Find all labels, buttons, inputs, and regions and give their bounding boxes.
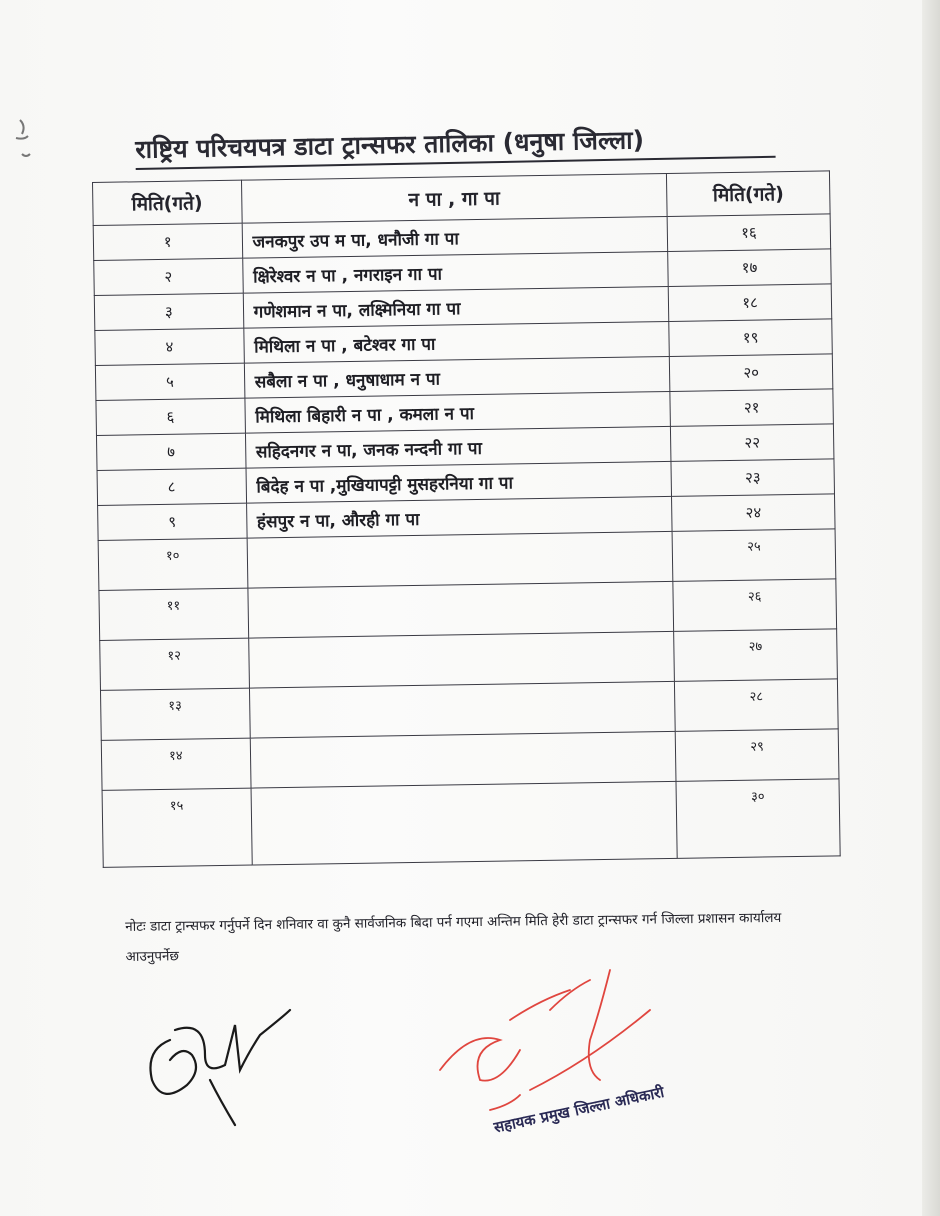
page-edge-shadow — [922, 0, 940, 1216]
row-date: ११ — [99, 588, 248, 640]
paper-scuff-mark — [12, 110, 42, 170]
row-date: ७ — [96, 433, 245, 470]
row-municipality: क्षिरेश्वर न पा , नगराइन गा पा — [242, 251, 668, 293]
row-date-right: २२ — [671, 424, 834, 462]
row-date-right: १९ — [669, 319, 832, 357]
row-municipality: सबैला न पा , धनुषाधाम न पा — [244, 356, 670, 398]
row-date: १० — [98, 538, 247, 590]
row-date: ९ — [98, 503, 247, 540]
row-date-right: ३० — [676, 779, 840, 859]
row-date: ८ — [97, 468, 246, 505]
row-municipality: मिथिला न पा , बटेश्वर गा पा — [243, 321, 669, 363]
row-date: ३ — [94, 293, 243, 330]
header-date-right: मिति(गते) — [667, 171, 830, 217]
row-municipality: जनकपुर उप म पा, धनौजी गा पा — [242, 216, 668, 258]
row-municipality — [248, 581, 674, 638]
row-date: ४ — [95, 328, 244, 365]
row-date-right: २१ — [670, 389, 833, 427]
row-date: ६ — [96, 398, 245, 435]
row-municipality: गणेशमान न पा, लक्ष्मिनिया गा पा — [243, 286, 669, 328]
row-date-right: २५ — [672, 529, 836, 582]
row-municipality — [249, 681, 675, 738]
row-date: २ — [94, 258, 243, 295]
row-date-right: २७ — [674, 629, 838, 682]
row-municipality: मिथिला बिहारी न पा , कमला न पा — [245, 391, 671, 433]
row-date: १ — [93, 223, 242, 260]
signature-left-image — [140, 1000, 330, 1130]
row-municipality: सहिदनगर न पा, जनक नन्दनी गा पा — [245, 426, 671, 468]
row-municipality — [248, 631, 674, 688]
header-municipality: न पा , गा पा — [241, 173, 667, 223]
row-municipality: हंसपुर न पा, औरही गा पा — [246, 496, 672, 538]
row-date: १५ — [102, 788, 252, 867]
table-row — [102, 779, 840, 868]
row-date: १३ — [100, 688, 249, 740]
row-date-right: २८ — [675, 679, 839, 732]
header-date-left: मिति(गते) — [93, 180, 242, 225]
row-municipality — [247, 531, 673, 588]
row-date-right: १६ — [667, 214, 830, 252]
row-date: ५ — [95, 363, 244, 400]
footnote-text: नोटः डाटा ट्रान्सफर गर्नुपर्ने दिन शनिवार वा कुनै सार्वजनिक बिदा पर्न गएमा अन्तिम मिति हेरी डाटा ट्रान्सफर गर्न जिल्ला प्रशासन कार्यालय आउनुपर्नेछ — [125, 909, 782, 965]
row-date-right: २९ — [675, 729, 839, 782]
page-title: राष्ट्रिय परिचयपत्र डाटा ट्रान्सफर तालिका (धनुषा जिल्ला) — [135, 120, 776, 170]
row-date: १४ — [101, 738, 250, 790]
transfer-table-wrapper — [92, 170, 841, 868]
official-designation-stamp: सहायक प्रमुख जिल्ला अधिकारी — [492, 1082, 666, 1137]
row-date-right: २४ — [672, 494, 835, 532]
row-municipality — [250, 731, 676, 788]
row-date-right: २३ — [671, 459, 834, 497]
row-municipality: बिदेह न पा ,मुखियापट्टी मुसहरनिया गा पा — [246, 461, 672, 503]
row-municipality — [251, 781, 678, 865]
row-date-right: २६ — [673, 579, 837, 632]
row-date: १२ — [100, 638, 249, 690]
row-date-right: १७ — [668, 249, 831, 287]
row-date-right: २० — [670, 354, 833, 392]
transfer-schedule-table — [92, 170, 841, 868]
row-date-right: १८ — [668, 284, 831, 322]
